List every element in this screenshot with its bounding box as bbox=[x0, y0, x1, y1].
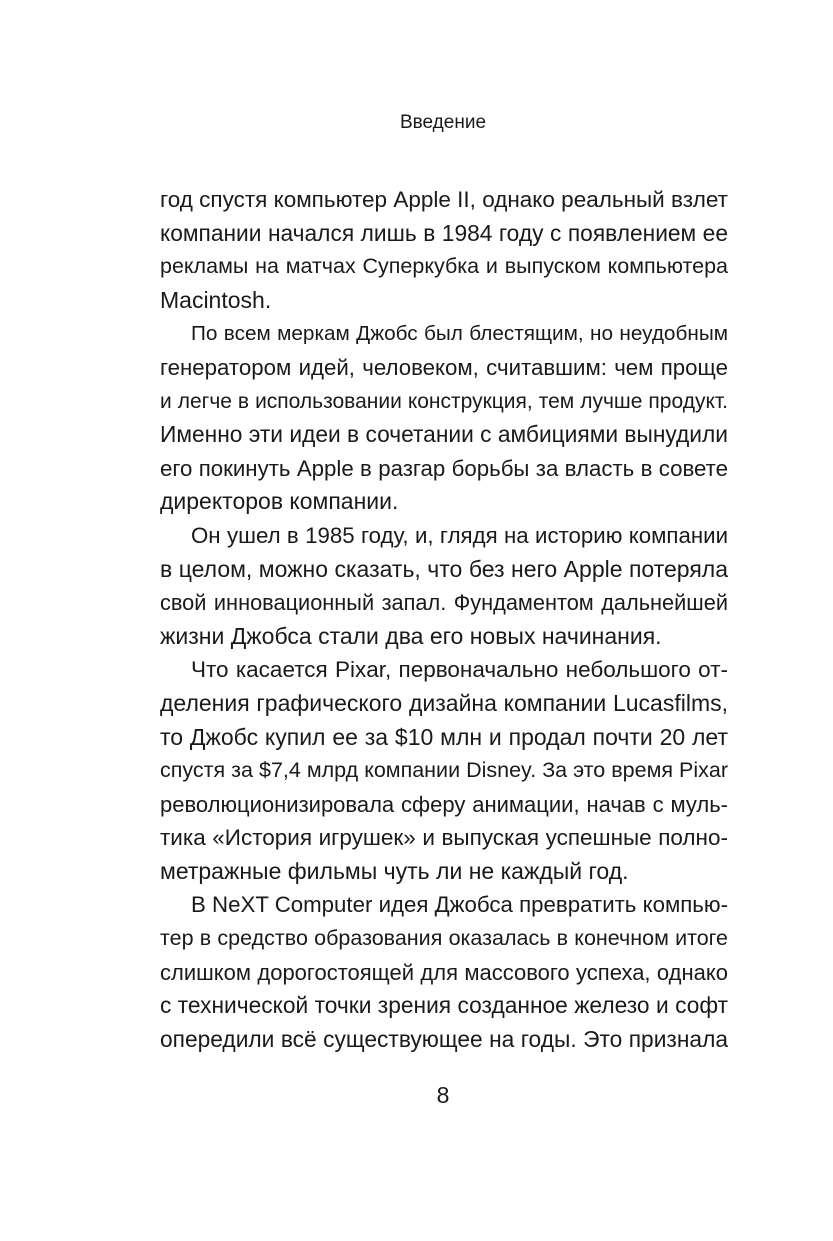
text-line: спустя за $7,4 млрд компании Disney. За это время Pixar bbox=[160, 758, 728, 783]
body-text bbox=[160, 183, 728, 1056]
text-line: рекламы на матчах Суперкубка и выпуском компьютера bbox=[160, 254, 728, 279]
text-line: тика «История игрушек» и выпуская успешные полно- bbox=[160, 825, 728, 851]
text-line: директоров компании. bbox=[160, 488, 399, 515]
text-line: свой инновационный запал. Фундаментом дальнейшей bbox=[160, 590, 728, 616]
text-line: По всем меркам Джобс был блестящим, но неудобным bbox=[191, 322, 728, 346]
text-line: тер в средство образования оказалась в конечном итоге bbox=[160, 926, 728, 951]
text-line: метражные фильмы чуть ли не каждый год. bbox=[160, 857, 629, 884]
text-line: с технической точки зрения созданное железо и софт bbox=[160, 992, 728, 1019]
running-header: Введение bbox=[399, 112, 487, 133]
text-line: деления графического дизайна компании Lucasfilms, bbox=[160, 689, 728, 716]
text-line: и легче в использовании конструкция, тем лучше продукт. bbox=[160, 389, 728, 413]
text-line: опередили всё существующее на годы. Это признала bbox=[160, 1025, 728, 1052]
text-line: в целом, можно сказать, что без него Apple потеряла bbox=[160, 555, 728, 582]
text-line: его покинуть Apple в разгар борьбы за власть в совете bbox=[160, 455, 728, 481]
text-line: Что касается Pixar, первоначально небольшого от- bbox=[191, 657, 728, 683]
text-line: В NeXT Computer идея Джобса превратить компью- bbox=[191, 892, 728, 918]
text-line: революционизировала сферу анимации, начав с муль- bbox=[160, 791, 728, 817]
text-line: год спустя компьютер Apple II, однако реальный взлет bbox=[160, 187, 728, 212]
text-line: компании начался лишь в 1984 году с появлением ее bbox=[160, 219, 728, 246]
text-line: Macintosh. bbox=[160, 286, 272, 313]
text-line: генератором идей, человеком, считавшим: чем проще bbox=[160, 354, 728, 380]
text-line: жизни Джобса стали два его новых начинания. bbox=[160, 622, 662, 649]
page-number: 8 bbox=[436, 1082, 450, 1108]
text-line: Именно эти идеи в сочетании с амбициями вынудили bbox=[160, 421, 728, 448]
text-line: слишком дорогостоящей для массового успеха, однако bbox=[160, 959, 728, 985]
text-line: Он ушел в 1985 году, и, глядя на историю компании bbox=[191, 522, 728, 548]
text-line: то Джобс купил ее за $10 млн и продал почти 20 лет bbox=[160, 723, 728, 750]
